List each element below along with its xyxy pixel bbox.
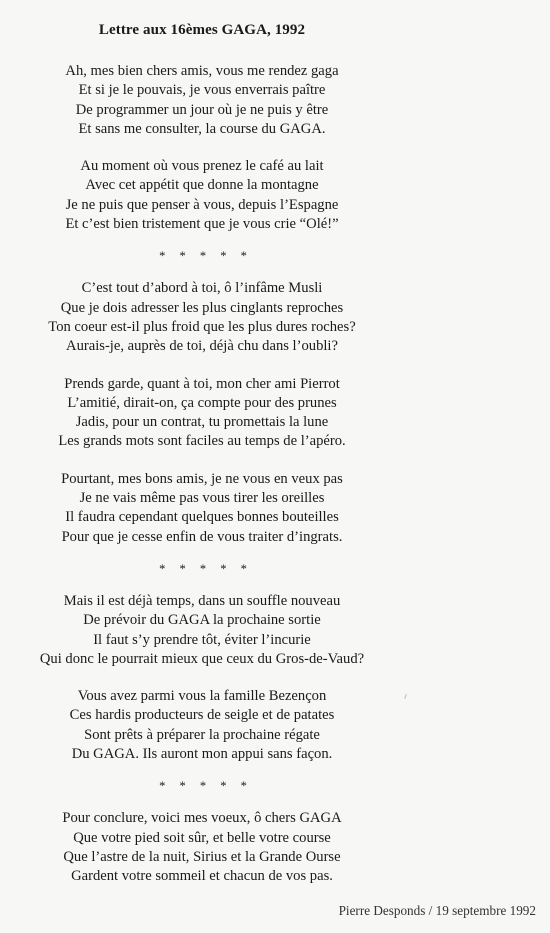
poem-line: Et si je le pouvais, je vous enverrais paître (78, 82, 326, 99)
poem-line: Du GAGA. Ils auront mon appui sans façon. (71, 746, 333, 763)
section-separator: * * * * * (159, 561, 247, 576)
page-title: Lettre aux 16èmes GAGA, 1992 (98, 22, 306, 38)
scan-speck (404, 694, 407, 699)
signature-line: Pierre Desponds / 19 septembre 1992 (338, 903, 536, 918)
poem-body (0, 62, 404, 887)
poem-line: Vous avez parmi vous la famille Bezençon (77, 688, 327, 705)
poem-line: Sont prêts à préparer la prochaine régate (84, 726, 320, 743)
stanza-2 (0, 157, 404, 234)
poem-line: C’est tout d’abord à toi, ô l’infâme Musli (81, 280, 323, 297)
poem-line: Aurais-je, auprès de toi, déjà chu dans l’oubli? (66, 338, 338, 355)
poem-line: Et c’est bien tristement que je vous crie “Olé!” (65, 216, 339, 233)
poem-line: Je ne vais même pas vous tirer les oreilles (79, 490, 325, 507)
poem-line: Ces hardis producteurs de seigle et de patates (69, 707, 335, 724)
stanza-4 (0, 375, 404, 452)
poem-line: Il faut s’y prendre tôt, éviter l’incurie (93, 631, 311, 648)
poem-line: Pour que je cesse enfin de vous traiter d’ingrats. (61, 528, 343, 545)
poem-line: Ton coeur est-il plus froid que les plus dures roches? (48, 318, 356, 335)
poem-line: Qui donc le pourrait mieux que ceux du Gros-de-Vaud? (39, 650, 365, 667)
poem-line: Je ne puis que penser à vous, depuis l’Espagne (65, 196, 339, 213)
poem-line: Il faudra cependant quelques bonnes bouteilles (65, 509, 339, 526)
poem-line: Que votre pied soit sûr, et belle votre course (73, 829, 331, 846)
section-separator: * * * * * (159, 779, 247, 794)
poem-line: Gardent votre sommeil et chacun de vos pas. (71, 868, 333, 885)
poem-line: Avec cet appétit que donne la montagne (85, 177, 319, 194)
poem-line: Jadis, pour un contrat, tu promettais la lune (75, 414, 329, 431)
poem-line: Prends garde, quant à toi, mon cher ami Pierrot (64, 375, 340, 392)
poem-line: Ah, mes bien chers amis, vous me rendez gaga (65, 63, 339, 79)
poem-line: De prévoir du GAGA la prochaine sortie (83, 612, 321, 629)
poem-line: L’amitié, dirait-on, ça compte pour des prunes (67, 394, 337, 411)
stanza-1 (0, 62, 404, 139)
stanza-3 (0, 279, 404, 356)
stanza-6 (0, 592, 404, 669)
poem-line: Au moment où vous prenez le café au lait (80, 158, 324, 175)
poem-line: Que je dois adresser les plus cinglants reproches (60, 299, 344, 316)
poem-line: Pour conclure, voici mes voeux, ô chers GAGA (62, 810, 342, 827)
poem-line: De programmer un jour où je ne puis y être (75, 101, 329, 118)
stanza-8 (0, 809, 404, 886)
poem-line: Pourtant, mes bons amis, je ne vous en veux pas (61, 470, 343, 487)
poem-line: Que l’astre de la nuit, Sirius et la Grande Ourse (63, 848, 341, 865)
poem-line: Les grands mots sont faciles au temps de l’apéro. (58, 433, 346, 450)
stanza-7 (0, 687, 404, 764)
section-separator: * * * * * (159, 249, 247, 264)
poem-line: Mais il est déjà temps, dans un souffle nouveau (63, 592, 341, 609)
poem-line: Et sans me consulter, la course du GAGA. (78, 120, 326, 137)
stanza-5 (0, 470, 404, 547)
